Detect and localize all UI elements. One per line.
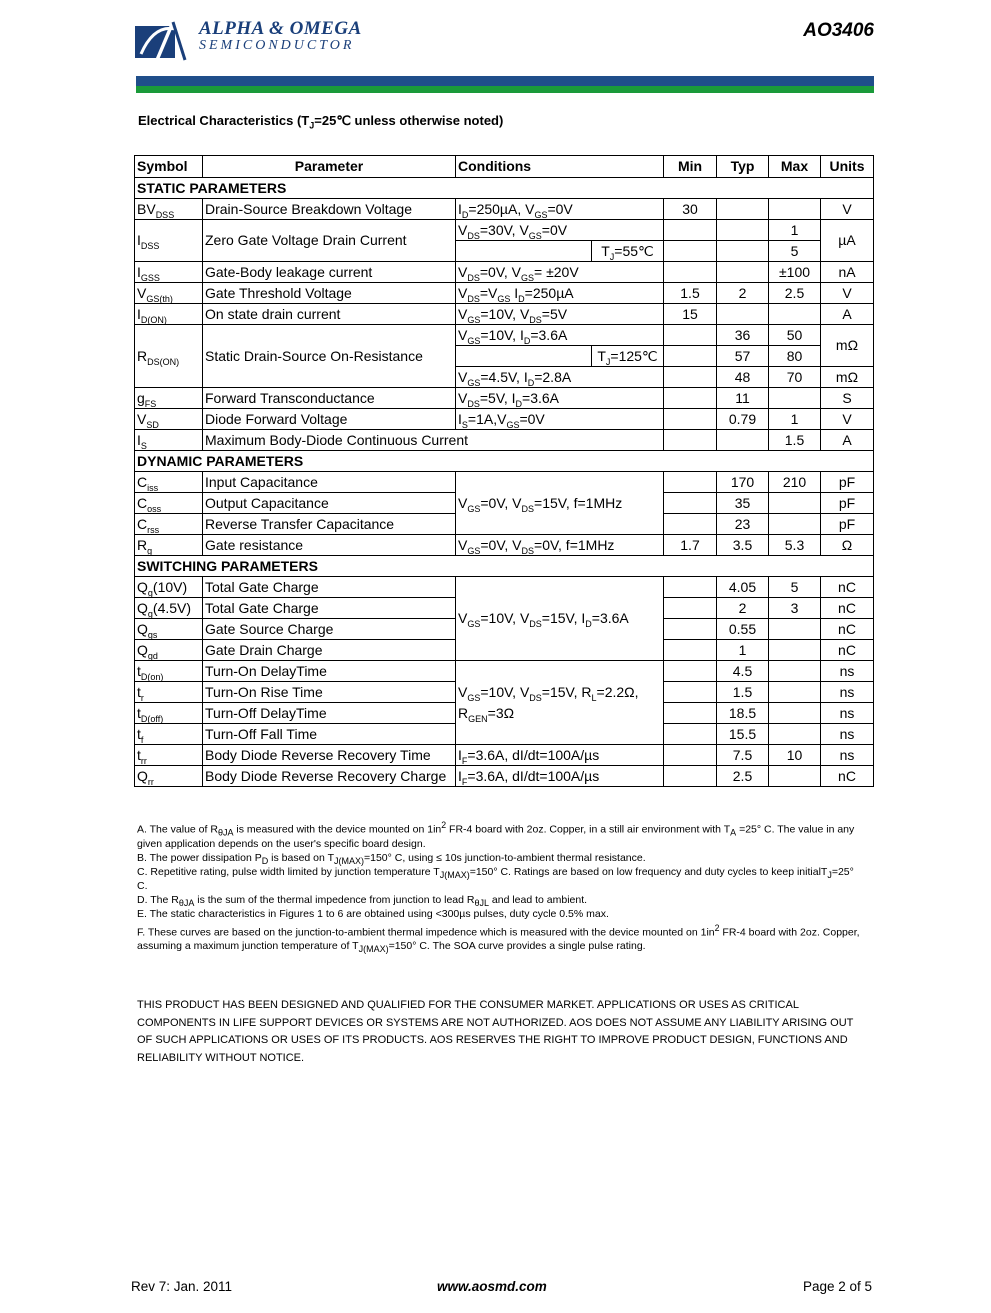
header-max: Max — [769, 156, 821, 178]
is-max: 1.5 — [769, 430, 821, 451]
bvdss-symbol: $BV_{DSS}$ — [135, 199, 203, 220]
idon-parameter: On state drain current — [203, 304, 456, 325]
vgsth-parameter: Gate Threshold Voltage — [203, 283, 456, 304]
qrr-units: nC — [821, 766, 874, 787]
tdon-symbol: $t_{D(on)}$ — [135, 661, 203, 682]
rdson-min — [664, 325, 717, 346]
idon-min: 15 — [664, 304, 717, 325]
rg-units: Ω — [821, 535, 874, 556]
header-symbol: Symbol — [135, 156, 203, 178]
qg10-max: 5 — [769, 577, 821, 598]
gfs-symbol: $g_{FS}$ — [135, 388, 203, 409]
table-row-vsd — [135, 409, 874, 430]
trr-units: ns — [821, 745, 874, 766]
company-logo — [135, 18, 370, 66]
qrr-max — [769, 766, 821, 787]
qgs-min — [664, 619, 717, 640]
table-row-is — [135, 430, 874, 451]
ciss-typ: 170 — [717, 472, 769, 493]
tf-symbol: $t_f$ — [135, 724, 203, 745]
table-header-row — [135, 156, 874, 178]
tdoff-typ: 18.5 — [717, 703, 769, 724]
table-row-rdson — [135, 325, 874, 346]
table-row-qrr — [135, 766, 874, 787]
footnotes — [137, 818, 867, 953]
coss-min — [664, 493, 717, 514]
qg10-parameter: Total Gate Charge — [203, 577, 456, 598]
header-typ: Typ — [717, 156, 769, 178]
vsd-max: 1 — [769, 409, 821, 430]
bvdss-max — [769, 199, 821, 220]
idss-min2 — [664, 241, 717, 262]
qgd-units: nC — [821, 640, 874, 661]
trr-max: 10 — [769, 745, 821, 766]
bvdss-units: V — [821, 199, 874, 220]
page-number: Page 2 of 5 — [802, 1279, 872, 1294]
footnote-2: C. Repetitive rating, pulse width limited by junction temperature $T_{J(MAX)}=150^\circ$ C. Ratings are based on low frequency and duty cycles to keep initialT$_J$=25° C. — [137, 865, 854, 892]
tf-min — [664, 724, 717, 745]
qgs-max — [769, 619, 821, 640]
igss-conditions: $V_{DS}=0V$, $V_{GS}= \pm 20V$ — [456, 262, 664, 283]
is-typ — [717, 430, 769, 451]
igss-typ — [717, 262, 769, 283]
vgsth-typ: 2 — [717, 283, 769, 304]
gfs-max — [769, 388, 821, 409]
idon-typ — [717, 304, 769, 325]
qgs-units: nC — [821, 619, 874, 640]
tdon-parameter: Turn-On DelayTime — [203, 661, 456, 682]
rdson-symbol: $R_{DS(ON)}$ — [135, 325, 203, 388]
tr-parameter: Turn-On Rise Time — [203, 682, 456, 703]
qrr-parameter: Body Diode Reverse Recovery Charge — [203, 766, 456, 787]
rdson-conditions-3: $V_{GS}=4.5V$, $I_D=2.8A$ — [456, 367, 664, 388]
is-parameter: Maximum Body-Diode Continuous Current — [203, 430, 664, 451]
vsd-symbol: $V_{SD}$ — [135, 409, 203, 430]
qg45-units: nC — [821, 598, 874, 619]
table-row-ciss — [135, 472, 874, 493]
tdon-typ: 4.5 — [717, 661, 769, 682]
is-symbol: $I_S$ — [135, 430, 203, 451]
electrical-characteristics-table — [134, 155, 874, 787]
header-parameter: Parameter — [203, 156, 456, 178]
coss-symbol: $C_{oss}$ — [135, 493, 203, 514]
idon-max — [769, 304, 821, 325]
idss-units: µA — [821, 220, 874, 262]
vgsth-units: V — [821, 283, 874, 304]
rdson-max: 50 — [769, 325, 821, 346]
idss-parameter: Zero Gate Voltage Drain Current — [203, 220, 456, 262]
section-dynamic: DYNAMIC PARAMETERS — [135, 451, 874, 472]
rg-typ: 3.5 — [717, 535, 769, 556]
qgd-max — [769, 640, 821, 661]
crss-typ: 23 — [717, 514, 769, 535]
rdson-min2 — [664, 346, 717, 367]
table-row-igss — [135, 262, 874, 283]
gfs-conditions: $V_{DS}=5V$, $I_D=3.6A$ — [456, 388, 664, 409]
idon-symbol: $I_{D(ON)}$ — [135, 304, 203, 325]
tdon-units: ns — [821, 661, 874, 682]
rdson-conditions-tj: $T_J=125℃$ — [592, 346, 664, 367]
header-conditions: Conditions — [456, 156, 664, 178]
is-units: A — [821, 430, 874, 451]
qrr-symbol: $Q_{rr}$ — [135, 766, 203, 787]
rdson-parameter: Static Drain-Source On-Resistance — [203, 325, 456, 388]
idss-typ — [717, 220, 769, 241]
idss-typ2 — [717, 241, 769, 262]
qg45-typ: 2 — [717, 598, 769, 619]
vsd-units: V — [821, 409, 874, 430]
igss-units: nA — [821, 262, 874, 283]
table-row-idon — [135, 304, 874, 325]
igss-max: ±100 — [769, 262, 821, 283]
section-static: STATIC PARAMETERS — [135, 178, 874, 199]
is-min — [664, 430, 717, 451]
vsd-min — [664, 409, 717, 430]
qg45-min — [664, 598, 717, 619]
coss-parameter: Output Capacitance — [203, 493, 456, 514]
rg-parameter: Gate resistance — [203, 535, 456, 556]
footnote-3: D. The $R_{\theta JA}$ is the sum of the thermal impedence from junction to lead $R_{\theta JL}$ and lead to ambient. — [137, 893, 588, 908]
bvdss-parameter: Drain-Source Breakdown Voltage — [203, 199, 456, 220]
rdson-cond-blank — [456, 346, 592, 367]
qg45-symbol: $Q_g(4.5V)$ — [135, 598, 203, 619]
crss-parameter: Reverse Transfer Capacitance — [203, 514, 456, 535]
idss-max: 1 — [769, 220, 821, 241]
rdson-conditions: $V_{GS}=10V$, $I_D=3.6A$ — [456, 325, 664, 346]
idss-cond-blank — [456, 241, 592, 262]
tdoff-max — [769, 703, 821, 724]
qgd-min — [664, 640, 717, 661]
tr-typ: 1.5 — [717, 682, 769, 703]
tr-units: ns — [821, 682, 874, 703]
idss-symbol: $I_{DSS}$ — [135, 220, 203, 262]
crss-min — [664, 514, 717, 535]
qg45-parameter: Total Gate Charge — [203, 598, 456, 619]
tf-max — [769, 724, 821, 745]
idss-min — [664, 220, 717, 241]
tdoff-symbol: $t_{D(off)}$ — [135, 703, 203, 724]
crss-units: pF — [821, 514, 874, 535]
rdson-max3: 70 — [769, 367, 821, 388]
tdoff-min — [664, 703, 717, 724]
header-blue-bar — [136, 76, 874, 86]
header-units: Units — [821, 156, 874, 178]
gfs-units: S — [821, 388, 874, 409]
qgd-parameter: Gate Drain Charge — [203, 640, 456, 661]
section-title: Electrical Characteristics ($T_J=25℃$ unless otherwise noted) — [138, 113, 504, 131]
rdson-typ: 36 — [717, 325, 769, 346]
qgs-parameter: Gate Source Charge — [203, 619, 456, 640]
vgsth-symbol: $V_{GS(th)}$ — [135, 283, 203, 304]
qg10-units: nC — [821, 577, 874, 598]
tdoff-parameter: Turn-Off DelayTime — [203, 703, 456, 724]
ciss-parameter: Input Capacitance — [203, 472, 456, 493]
ciss-symbol: $C_{iss}$ — [135, 472, 203, 493]
qgd-symbol: $Q_{gd}$ — [135, 640, 203, 661]
trr-parameter: Body Diode Reverse Recovery Time — [203, 745, 456, 766]
idon-units: A — [821, 304, 874, 325]
rdson-typ3: 48 — [717, 367, 769, 388]
switching-conditions: $V_{GS}=10V$, $V_{DS}=15V$, $R_L=2.2\Omega$, $R_{GEN}=3\Omega$ — [456, 661, 664, 745]
igss-min — [664, 262, 717, 283]
coss-typ: 35 — [717, 493, 769, 514]
tf-units: ns — [821, 724, 874, 745]
vgsth-conditions: $V_{DS}=V_{GS}$ $I_D=250\mu A$ — [456, 283, 664, 304]
revision-label: Rev 7: Jan. 2011 — [131, 1279, 233, 1294]
table-row-qg10 — [135, 577, 874, 598]
gfs-parameter: Forward Transconductance — [203, 388, 456, 409]
qgd-typ: 1 — [717, 640, 769, 661]
bvdss-min: 30 — [664, 199, 717, 220]
website-link[interactable]: www.aosmd.com — [437, 1279, 547, 1294]
idss-conditions-tj: $T_J=55℃$ — [592, 241, 664, 262]
coss-max — [769, 493, 821, 514]
rg-min: 1.7 — [664, 535, 717, 556]
bvdss-typ — [717, 199, 769, 220]
idss-max2: 5 — [769, 241, 821, 262]
rdson-min3 — [664, 367, 717, 388]
alpha-omega-logo-icon — [135, 20, 190, 62]
coss-units: pF — [821, 493, 874, 514]
qrr-typ: 2.5 — [717, 766, 769, 787]
tr-max — [769, 682, 821, 703]
trr-symbol: $t_{rr}$ — [135, 745, 203, 766]
table-row-tdon — [135, 661, 874, 682]
qrr-min — [664, 766, 717, 787]
tdoff-units: ns — [821, 703, 874, 724]
footnote-5: F. These curves are based on the junction-to-ambient thermal impedence which is measured with the device mounted on $1in^2$ FR-4 board with 2oz. Copper, assuming a maximum junction temperature of $T_{J(MAX)}=150^\circ$ C. The SOA curve provides a single pulse rating. — [137, 922, 860, 955]
gfs-min — [664, 388, 717, 409]
rg-max: 5.3 — [769, 535, 821, 556]
gfs-typ: 11 — [717, 388, 769, 409]
qgs-symbol: $Q_{gs}$ — [135, 619, 203, 640]
company-name-line2: SEMICONDUCTOR — [199, 38, 355, 53]
tdon-min — [664, 661, 717, 682]
igss-symbol: $I_{GSS}$ — [135, 262, 203, 283]
section-switching: SWITCHING PARAMETERS — [135, 556, 874, 577]
qg10-typ: 4.05 — [717, 577, 769, 598]
tr-symbol: $t_r$ — [135, 682, 203, 703]
vsd-conditions: $I_S=1A,V_{GS}=0V$ — [456, 409, 664, 430]
table-row-idss — [135, 220, 874, 241]
footnote-0: A. The value of $R_{\theta JA}$ is measured with the device mounted on $1in^2$ FR-4 board with 2oz. Copper, in a still air environment with $T_A =25^\circ$ C. The value in any given application depends on the user's specific board design. — [137, 820, 855, 850]
crss-symbol: $C_{rss}$ — [135, 514, 203, 535]
vsd-typ: 0.79 — [717, 409, 769, 430]
rg-conditions: $V_{GS}=0V$, $V_{DS}=0V$, f=1MHz — [456, 535, 664, 556]
header-min: Min — [664, 156, 717, 178]
charge-conditions: $V_{GS}=10V$, $V_{DS}=15V$, $I_D=3.6A$ — [456, 577, 664, 661]
rdson-max2: 80 — [769, 346, 821, 367]
vsd-parameter: Diode Forward Voltage — [203, 409, 456, 430]
rg-symbol: $R_g$ — [135, 535, 203, 556]
vgsth-min: 1.5 — [664, 283, 717, 304]
ciss-max: 210 — [769, 472, 821, 493]
igss-parameter: Gate-Body leakage current — [203, 262, 456, 283]
table-row-vgsth — [135, 283, 874, 304]
table-row-rg — [135, 535, 874, 556]
qgs-typ: 0.55 — [717, 619, 769, 640]
part-number: AO3406 — [803, 20, 874, 41]
tdon-max — [769, 661, 821, 682]
rdson-units3: mΩ — [821, 367, 874, 388]
company-name-line1: ALPHA & OMEGA — [199, 18, 362, 39]
rdson-typ2: 57 — [717, 346, 769, 367]
disclaimer: THIS PRODUCT HAS BEEN DESIGNED AND QUALIFIED FOR THE CONSUMER MARKET. APPLICATIONS OR USES AS CRITICAL COMPONENTS IN LIFE SUPPORT DEVICES OR SYSTEMS ARE NOT AUTHORIZED. AOS DOES NOT ASSUME ANY LIABILITY ARISING OUT OF SUCH APPLICATIONS OR USES OF ITS PRODUCTS. AOS RESERVES THE RIGHT TO IMPROVE PRODUCT DESIGN, FUNCTIONS AND RELIABILITY WITHOUT NOTICE. — [137, 999, 854, 1064]
crss-max — [769, 514, 821, 535]
ciss-min — [664, 472, 717, 493]
footnote-1: B. The power dissipation $P_D$ is based on $T_{J(MAX)}=150^\circ$ C, using ≤ 10s junction-to-ambient thermal resistance. — [137, 851, 646, 866]
ciss-units: pF — [821, 472, 874, 493]
footnote-4: E. The static characteristics in Figures 1 to 6 are obtained using <300µs pulses, duty cycle 0.5% max. — [137, 907, 609, 920]
idon-conditions: $V_{GS}=10V$, $V_{DS}=5V$ — [456, 304, 664, 325]
qg45-max: 3 — [769, 598, 821, 619]
vgsth-max: 2.5 — [769, 283, 821, 304]
table-row-bvdss — [135, 199, 874, 220]
bvdss-conditions: $I_D=250\mu A$, $V_{GS}=0V$ — [456, 199, 664, 220]
qrr-conditions: $I_F=3.6A$, dI/dt=100A/µs — [456, 766, 664, 787]
header-green-bar — [136, 86, 874, 93]
trr-conditions: $I_F=3.6A$, dI/dt=100A/µs — [456, 745, 664, 766]
qg10-min — [664, 577, 717, 598]
table-row-gfs — [135, 388, 874, 409]
trr-typ: 7.5 — [717, 745, 769, 766]
capacitance-conditions: $V_{GS}=0V$, $V_{DS}=15V$, f=1MHz — [456, 472, 664, 535]
tr-min — [664, 682, 717, 703]
idss-conditions: $V_{DS}=30V$, $V_{GS}=0V$ — [456, 220, 664, 241]
trr-min — [664, 745, 717, 766]
rdson-units: mΩ — [821, 325, 874, 367]
qg10-symbol: $Q_g(10V)$ — [135, 577, 203, 598]
tf-parameter: Turn-Off Fall Time — [203, 724, 456, 745]
tf-typ: 15.5 — [717, 724, 769, 745]
table-row-trr — [135, 745, 874, 766]
